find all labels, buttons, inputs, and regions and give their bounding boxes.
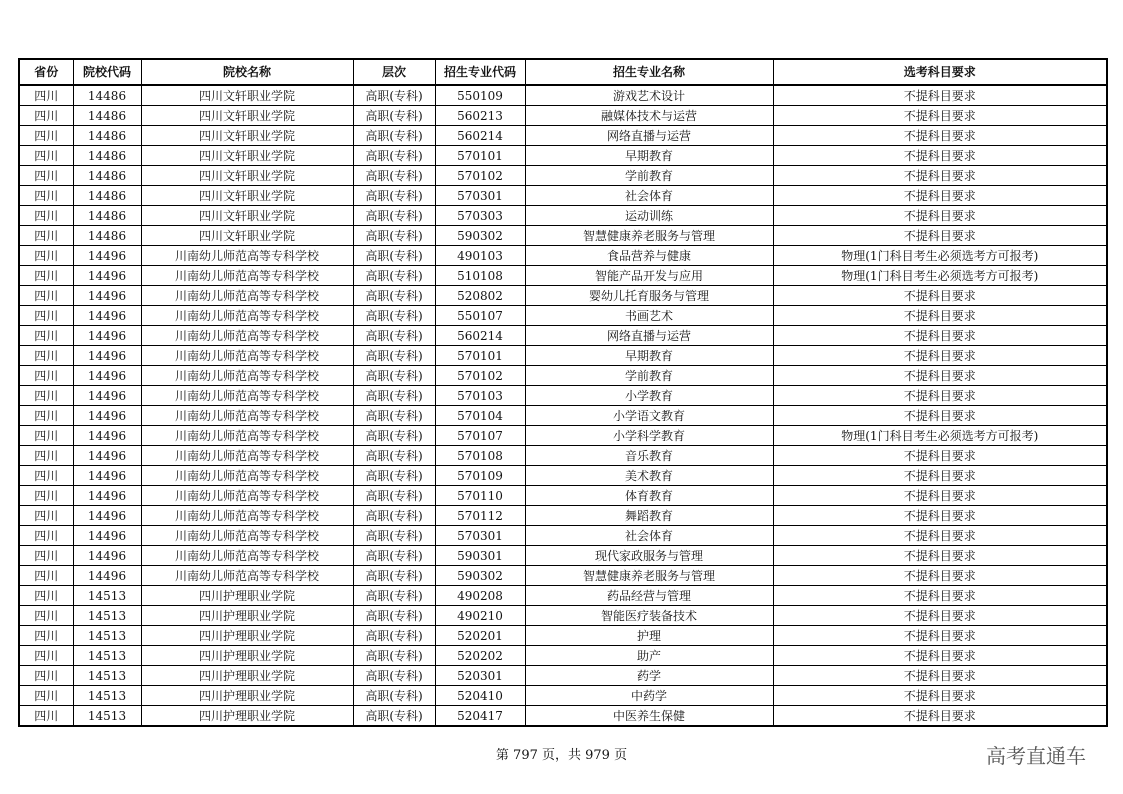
- school-code-cell: 14513: [73, 686, 141, 706]
- subject-requirement-cell: 物理(1门科目考生必须选考方可报考): [773, 266, 1107, 286]
- major-name-cell: 护理: [525, 626, 773, 646]
- subject-requirement-cell: 物理(1门科目考生必须选考方可报考): [773, 426, 1107, 446]
- subject-requirement-cell: 不提科目要求: [773, 706, 1107, 727]
- subject-requirement-cell: 不提科目要求: [773, 386, 1107, 406]
- level-cell: 高职(专科): [353, 326, 435, 346]
- school-code-cell: 14496: [73, 266, 141, 286]
- admissions-table: [18, 58, 1108, 727]
- school-code-header: 院校代码: [73, 59, 141, 85]
- level-cell: 高职(专科): [353, 386, 435, 406]
- school-name-cell: 川南幼儿师范高等专科学校: [141, 466, 353, 486]
- school-name-cell: 四川文轩职业学院: [141, 206, 353, 226]
- level-cell: 高职(专科): [353, 406, 435, 426]
- subject-requirement-cell: 不提科目要求: [773, 566, 1107, 586]
- level-cell: 高职(专科): [353, 106, 435, 126]
- level-cell: 高职(专科): [353, 646, 435, 666]
- province-cell: 四川: [19, 406, 73, 426]
- school-name-header: 院校名称: [141, 59, 353, 85]
- subject-requirement-cell: 不提科目要求: [773, 686, 1107, 706]
- table-row: [19, 566, 1107, 586]
- school-name-cell: 川南幼儿师范高等专科学校: [141, 506, 353, 526]
- subject-requirement-cell: 不提科目要求: [773, 206, 1107, 226]
- major-code-cell: 550107: [435, 306, 525, 326]
- subject-requirement-cell: 不提科目要求: [773, 606, 1107, 626]
- level-cell: 高职(专科): [353, 626, 435, 646]
- school-code-cell: 14513: [73, 666, 141, 686]
- table-row: [19, 606, 1107, 626]
- province-cell: 四川: [19, 646, 73, 666]
- school-name-cell: 川南幼儿师范高等专科学校: [141, 546, 353, 566]
- major-name-cell: 早期教育: [525, 146, 773, 166]
- school-code-cell: 14496: [73, 346, 141, 366]
- table-row: [19, 446, 1107, 466]
- major-code-cell: 590302: [435, 566, 525, 586]
- level-cell: 高职(专科): [353, 286, 435, 306]
- major-name-cell: 中药学: [525, 686, 773, 706]
- school-name-cell: 四川护理职业学院: [141, 606, 353, 626]
- table-row: [19, 646, 1107, 666]
- table-row: [19, 246, 1107, 266]
- province-cell: 四川: [19, 666, 73, 686]
- province-cell: 四川: [19, 526, 73, 546]
- level-cell: 高职(专科): [353, 526, 435, 546]
- level-cell: 高职(专科): [353, 186, 435, 206]
- school-code-cell: 14496: [73, 286, 141, 306]
- school-name-cell: 四川文轩职业学院: [141, 126, 353, 146]
- major-code-cell: 520201: [435, 626, 525, 646]
- major-code-cell: 550109: [435, 85, 525, 106]
- school-code-cell: 14513: [73, 606, 141, 626]
- province-cell: 四川: [19, 326, 73, 346]
- major-name-cell: 运动训练: [525, 206, 773, 226]
- school-name-cell: 川南幼儿师范高等专科学校: [141, 306, 353, 326]
- subject-requirement-cell: 不提科目要求: [773, 226, 1107, 246]
- major-name-cell: 智慧健康养老服务与管理: [525, 566, 773, 586]
- major-code-cell: 570110: [435, 486, 525, 506]
- subject-requirement-cell: 不提科目要求: [773, 146, 1107, 166]
- table-row: [19, 426, 1107, 446]
- table-row: [19, 466, 1107, 486]
- major-name-cell: 学前教育: [525, 166, 773, 186]
- table-header-row: [19, 59, 1107, 85]
- level-cell: 高职(专科): [353, 346, 435, 366]
- school-code-cell: 14496: [73, 406, 141, 426]
- school-code-cell: 14486: [73, 106, 141, 126]
- major-code-cell: 590302: [435, 226, 525, 246]
- level-cell: 高职(专科): [353, 566, 435, 586]
- subject-requirement-header: 选考科目要求: [773, 59, 1107, 85]
- level-cell: 高职(专科): [353, 706, 435, 727]
- table-row: [19, 166, 1107, 186]
- province-cell: 四川: [19, 126, 73, 146]
- province-cell: 四川: [19, 226, 73, 246]
- major-name-cell: 体育教育: [525, 486, 773, 506]
- major-name-cell: 智能产品开发与应用: [525, 266, 773, 286]
- province-cell: 四川: [19, 266, 73, 286]
- admissions-table-container: [18, 58, 1108, 727]
- province-cell: 四川: [19, 386, 73, 406]
- school-name-cell: 川南幼儿师范高等专科学校: [141, 246, 353, 266]
- province-cell: 四川: [19, 626, 73, 646]
- table-row: [19, 206, 1107, 226]
- table-row: [19, 226, 1107, 246]
- province-cell: 四川: [19, 706, 73, 727]
- watermark-text: 高考直通车: [986, 744, 1086, 768]
- school-name-cell: 川南幼儿师范高等专科学校: [141, 286, 353, 306]
- table-row: [19, 546, 1107, 566]
- province-cell: 四川: [19, 586, 73, 606]
- province-cell: 四川: [19, 186, 73, 206]
- major-code-cell: 520202: [435, 646, 525, 666]
- school-name-cell: 川南幼儿师范高等专科学校: [141, 406, 353, 426]
- province-cell: 四川: [19, 466, 73, 486]
- school-code-cell: 14496: [73, 546, 141, 566]
- school-name-cell: 四川护理职业学院: [141, 666, 353, 686]
- major-code-cell: 560213: [435, 106, 525, 126]
- major-name-cell: 融媒体技术与运营: [525, 106, 773, 126]
- major-code-cell: 570112: [435, 506, 525, 526]
- table-row: [19, 586, 1107, 606]
- level-cell: 高职(专科): [353, 666, 435, 686]
- major-code-cell: 560214: [435, 326, 525, 346]
- school-name-cell: 四川护理职业学院: [141, 706, 353, 727]
- major-name-cell: 婴幼儿托育服务与管理: [525, 286, 773, 306]
- province-cell: 四川: [19, 85, 73, 106]
- province-cell: 四川: [19, 566, 73, 586]
- school-code-cell: 14486: [73, 126, 141, 146]
- major-name-cell: 书画艺术: [525, 306, 773, 326]
- major-name-cell: 学前教育: [525, 366, 773, 386]
- major-name-cell: 小学教育: [525, 386, 773, 406]
- province-cell: 四川: [19, 286, 73, 306]
- major-code-cell: 560214: [435, 126, 525, 146]
- school-code-cell: 14496: [73, 566, 141, 586]
- major-name-cell: 药品经营与管理: [525, 586, 773, 606]
- subject-requirement-cell: 不提科目要求: [773, 626, 1107, 646]
- major-name-cell: 早期教育: [525, 346, 773, 366]
- major-name-cell: 网络直播与运营: [525, 126, 773, 146]
- major-name-cell: 舞蹈教育: [525, 506, 773, 526]
- major-name-cell: 智能医疗装备技术: [525, 606, 773, 626]
- school-code-cell: 14496: [73, 306, 141, 326]
- major-code-cell: 490103: [435, 246, 525, 266]
- level-cell: 高职(专科): [353, 146, 435, 166]
- major-code-cell: 520802: [435, 286, 525, 306]
- major-code-cell: 570109: [435, 466, 525, 486]
- school-code-cell: 14496: [73, 446, 141, 466]
- major-name-cell: 药学: [525, 666, 773, 686]
- province-cell: 四川: [19, 366, 73, 386]
- school-code-cell: 14513: [73, 706, 141, 727]
- major-name-cell: 网络直播与运营: [525, 326, 773, 346]
- province-cell: 四川: [19, 146, 73, 166]
- major-name-cell: 智慧健康养老服务与管理: [525, 226, 773, 246]
- major-name-cell: 小学语文教育: [525, 406, 773, 426]
- level-cell: 高职(专科): [353, 426, 435, 446]
- major-name-cell: 食品营养与健康: [525, 246, 773, 266]
- school-code-cell: 14486: [73, 186, 141, 206]
- major-code-cell: 570101: [435, 146, 525, 166]
- province-cell: 四川: [19, 246, 73, 266]
- province-cell: 四川: [19, 546, 73, 566]
- table-row: [19, 326, 1107, 346]
- school-code-cell: 14496: [73, 466, 141, 486]
- major-code-cell: 570108: [435, 446, 525, 466]
- province-cell: 四川: [19, 206, 73, 226]
- school-code-cell: 14496: [73, 486, 141, 506]
- school-name-cell: 四川文轩职业学院: [141, 146, 353, 166]
- subject-requirement-cell: 不提科目要求: [773, 406, 1107, 426]
- school-code-cell: 14496: [73, 426, 141, 446]
- school-name-cell: 四川文轩职业学院: [141, 186, 353, 206]
- school-name-cell: 川南幼儿师范高等专科学校: [141, 566, 353, 586]
- subject-requirement-cell: 不提科目要求: [773, 326, 1107, 346]
- table-row: [19, 506, 1107, 526]
- school-code-cell: 14496: [73, 506, 141, 526]
- school-code-cell: 14486: [73, 146, 141, 166]
- major-code-cell: 520410: [435, 686, 525, 706]
- level-cell: 高职(专科): [353, 126, 435, 146]
- major-code-cell: 520301: [435, 666, 525, 686]
- subject-requirement-cell: 不提科目要求: [773, 666, 1107, 686]
- major-code-cell: 490208: [435, 586, 525, 606]
- major-code-cell: 570301: [435, 526, 525, 546]
- major-name-cell: 中医养生保健: [525, 706, 773, 727]
- major-code-cell: 520417: [435, 706, 525, 727]
- major-name-cell: 游戏艺术设计: [525, 85, 773, 106]
- school-name-cell: 川南幼儿师范高等专科学校: [141, 366, 353, 386]
- table-row: [19, 85, 1107, 106]
- table-row: [19, 526, 1107, 546]
- province-cell: 四川: [19, 446, 73, 466]
- table-row: [19, 666, 1107, 686]
- school-code-cell: 14486: [73, 226, 141, 246]
- subject-requirement-cell: 不提科目要求: [773, 546, 1107, 566]
- table-row: [19, 106, 1107, 126]
- subject-requirement-cell: 不提科目要求: [773, 446, 1107, 466]
- school-name-cell: 川南幼儿师范高等专科学校: [141, 446, 353, 466]
- major-name-cell: 助产: [525, 646, 773, 666]
- school-name-cell: 四川护理职业学院: [141, 686, 353, 706]
- school-code-cell: 14496: [73, 366, 141, 386]
- school-code-cell: 14486: [73, 206, 141, 226]
- table-row: [19, 146, 1107, 166]
- major-code-cell: 570104: [435, 406, 525, 426]
- province-cell: 四川: [19, 346, 73, 366]
- level-cell: 高职(专科): [353, 206, 435, 226]
- province-cell: 四川: [19, 686, 73, 706]
- table-row: [19, 346, 1107, 366]
- province-cell: 四川: [19, 486, 73, 506]
- table-row: [19, 306, 1107, 326]
- level-cell: 高职(专科): [353, 85, 435, 106]
- school-code-cell: 14496: [73, 246, 141, 266]
- table-row: [19, 286, 1107, 306]
- school-code-cell: 14513: [73, 586, 141, 606]
- major-code-cell: 570303: [435, 206, 525, 226]
- school-code-cell: 14496: [73, 386, 141, 406]
- school-code-cell: 14486: [73, 85, 141, 106]
- school-code-cell: 14496: [73, 526, 141, 546]
- school-name-cell: 四川文轩职业学院: [141, 166, 353, 186]
- subject-requirement-cell: 不提科目要求: [773, 286, 1107, 306]
- table-row: [19, 686, 1107, 706]
- table-row: [19, 366, 1107, 386]
- subject-requirement-cell: 不提科目要求: [773, 526, 1107, 546]
- school-name-cell: 川南幼儿师范高等专科学校: [141, 266, 353, 286]
- subject-requirement-cell: 物理(1门科目考生必须选考方可报考): [773, 246, 1107, 266]
- level-cell: 高职(专科): [353, 266, 435, 286]
- table-body: [19, 85, 1107, 726]
- subject-requirement-cell: 不提科目要求: [773, 366, 1107, 386]
- major-code-cell: 570301: [435, 186, 525, 206]
- level-cell: 高职(专科): [353, 446, 435, 466]
- province-cell: 四川: [19, 506, 73, 526]
- school-name-cell: 四川文轩职业学院: [141, 106, 353, 126]
- subject-requirement-cell: 不提科目要求: [773, 126, 1107, 146]
- major-name-cell: 社会体育: [525, 526, 773, 546]
- school-name-cell: 四川护理职业学院: [141, 626, 353, 646]
- subject-requirement-cell: 不提科目要求: [773, 486, 1107, 506]
- major-name-header: 招生专业名称: [525, 59, 773, 85]
- level-cell: 高职(专科): [353, 246, 435, 266]
- major-name-cell: 社会体育: [525, 186, 773, 206]
- school-name-cell: 川南幼儿师范高等专科学校: [141, 326, 353, 346]
- school-name-cell: 川南幼儿师范高等专科学校: [141, 526, 353, 546]
- major-name-cell: 现代家政服务与管理: [525, 546, 773, 566]
- province-cell: 四川: [19, 106, 73, 126]
- level-cell: 高职(专科): [353, 486, 435, 506]
- major-code-cell: 570101: [435, 346, 525, 366]
- major-code-cell: 490210: [435, 606, 525, 626]
- school-code-cell: 14496: [73, 326, 141, 346]
- school-name-cell: 川南幼儿师范高等专科学校: [141, 486, 353, 506]
- level-cell: 高职(专科): [353, 226, 435, 246]
- page-number: 第 797 页，共 979 页: [495, 748, 628, 763]
- level-cell: 高职(专科): [353, 166, 435, 186]
- subject-requirement-cell: 不提科目要求: [773, 586, 1107, 606]
- level-cell: 高职(专科): [353, 546, 435, 566]
- table-row: [19, 406, 1107, 426]
- major-name-cell: 小学科学教育: [525, 426, 773, 446]
- school-code-cell: 14513: [73, 646, 141, 666]
- table-row: [19, 706, 1107, 727]
- level-cell: 高职(专科): [353, 506, 435, 526]
- level-cell: 高职(专科): [353, 366, 435, 386]
- school-name-cell: 四川护理职业学院: [141, 646, 353, 666]
- table-row: [19, 486, 1107, 506]
- level-cell: 高职(专科): [353, 466, 435, 486]
- major-name-cell: 美术教育: [525, 466, 773, 486]
- school-name-cell: 四川文轩职业学院: [141, 85, 353, 106]
- subject-requirement-cell: 不提科目要求: [773, 466, 1107, 486]
- level-cell: 高职(专科): [353, 686, 435, 706]
- table-row: [19, 266, 1107, 286]
- level-cell: 高职(专科): [353, 586, 435, 606]
- subject-requirement-cell: 不提科目要求: [773, 346, 1107, 366]
- school-code-cell: 14513: [73, 626, 141, 646]
- school-name-cell: 四川文轩职业学院: [141, 226, 353, 246]
- province-cell: 四川: [19, 166, 73, 186]
- table-row: [19, 186, 1107, 206]
- province-cell: 四川: [19, 426, 73, 446]
- major-code-cell: 570103: [435, 386, 525, 406]
- subject-requirement-cell: 不提科目要求: [773, 106, 1107, 126]
- major-code-cell: 590301: [435, 546, 525, 566]
- table-row: [19, 126, 1107, 146]
- province-header: 省份: [19, 59, 73, 85]
- school-name-cell: 川南幼儿师范高等专科学校: [141, 386, 353, 406]
- major-code-cell: 510108: [435, 266, 525, 286]
- level-cell: 高职(专科): [353, 606, 435, 626]
- school-name-cell: 四川护理职业学院: [141, 586, 353, 606]
- table-row: [19, 386, 1107, 406]
- major-code-cell: 570107: [435, 426, 525, 446]
- major-code-cell: 570102: [435, 366, 525, 386]
- subject-requirement-cell: 不提科目要求: [773, 646, 1107, 666]
- major-name-cell: 音乐教育: [525, 446, 773, 466]
- subject-requirement-cell: 不提科目要求: [773, 85, 1107, 106]
- province-cell: 四川: [19, 606, 73, 626]
- level-cell: 高职(专科): [353, 306, 435, 326]
- subject-requirement-cell: 不提科目要求: [773, 166, 1107, 186]
- subject-requirement-cell: 不提科目要求: [773, 506, 1107, 526]
- subject-requirement-cell: 不提科目要求: [773, 186, 1107, 206]
- school-name-cell: 川南幼儿师范高等专科学校: [141, 346, 353, 366]
- school-code-cell: 14486: [73, 166, 141, 186]
- subject-requirement-cell: 不提科目要求: [773, 306, 1107, 326]
- major-code-header: 招生专业代码: [435, 59, 525, 85]
- school-name-cell: 川南幼儿师范高等专科学校: [141, 426, 353, 446]
- province-cell: 四川: [19, 306, 73, 326]
- table-row: [19, 626, 1107, 646]
- major-code-cell: 570102: [435, 166, 525, 186]
- level-header: 层次: [353, 59, 435, 85]
